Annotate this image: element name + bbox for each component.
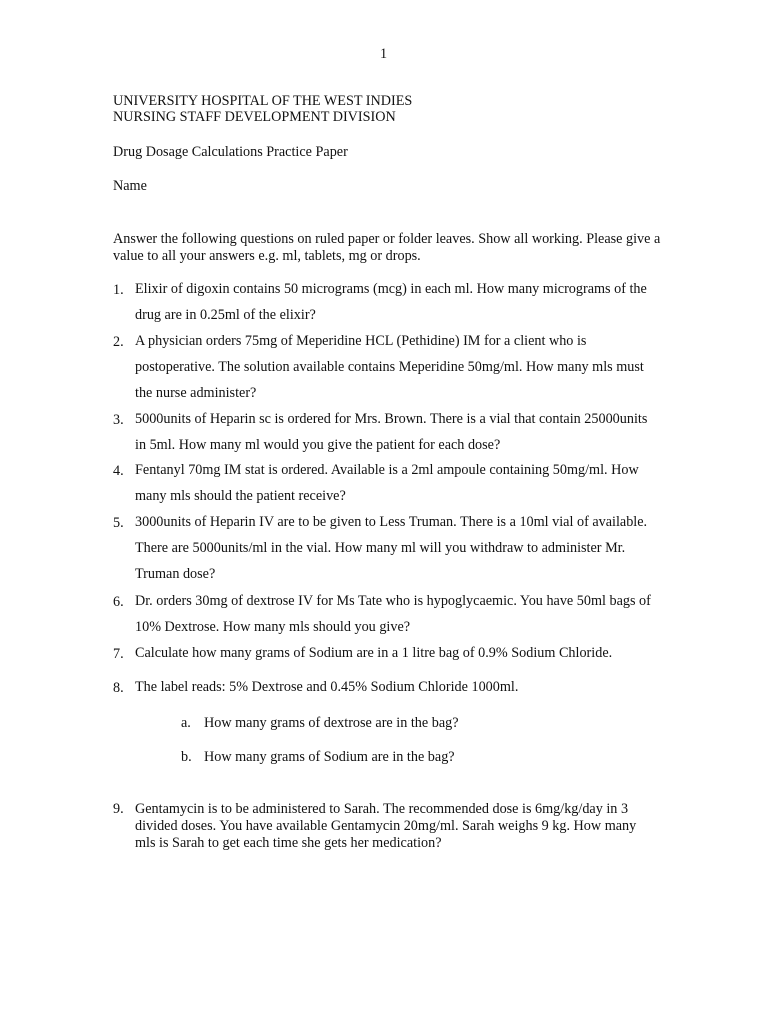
page-number: 1 xyxy=(380,46,388,62)
question-text: 3000units of Heparin IV are to be given to Less Truman. There is a 10ml vial of available. There are 5000units/ml in the vial. How many ml will you withdraw to administer Mr. Truman dose? xyxy=(135,514,648,582)
question-number: 2. xyxy=(113,334,124,350)
question-number: 1. xyxy=(113,282,124,298)
question-text: Gentamycin is to be administered to Sarah. The recommended dose is 6mg/kg/day in 3 divided doses. You have available Gentamycin 20mg/ml. Sarah weighs 9 kg. How many mls is Sarah to get each time she gets her medication? xyxy=(135,801,637,851)
subquestion-text: How many grams of dextrose are in the bag? xyxy=(204,715,459,731)
question-text: Dr. orders 30mg of dextrose IV for Ms Tate who is hypoglycaemic. You have 50ml bags of 10% Dextrose. How many mls should you give? xyxy=(135,593,651,635)
name-label: Name xyxy=(113,178,147,194)
question-number: 6. xyxy=(113,594,124,610)
question-text: A physician orders 75mg of Meperidine HCL (Pethidine) IM for a client who is postoperative. The solution available contains Meperidine 50mg/ml. How many mls must the nurse administer? xyxy=(135,333,644,401)
question-text: The label reads: 5% Dextrose and 0.45% Sodium Chloride 1000ml. xyxy=(135,679,519,695)
subquestion-text: How many grams of Sodium are in the bag? xyxy=(204,749,455,765)
question-number: 7. xyxy=(113,646,124,662)
division-name: NURSING STAFF DEVELOPMENT DIVISION xyxy=(113,109,396,125)
question-text: Fentanyl 70mg IM stat is ordered. Available is a 2ml ampoule containing 50mg/ml. How many mls should the patient receive? xyxy=(135,462,639,504)
question-number: 5. xyxy=(113,515,124,531)
subquestion-label: b. xyxy=(181,749,192,765)
subquestion-label: a. xyxy=(181,715,191,731)
institution-name: UNIVERSITY HOSPITAL OF THE WEST INDIES xyxy=(113,93,413,109)
question-text: Elixir of digoxin contains 50 micrograms (mcg) in each ml. How many micrograms of the drug are in 0.25ml of the elixir? xyxy=(135,281,647,323)
instructions-paragraph: Answer the following questions on ruled paper or folder leaves. Show all working. Please give a value to all your answers e.g. ml, tablets, mg or drops. xyxy=(113,231,661,264)
question-text: Calculate how many grams of Sodium are in a 1 litre bag of 0.9% Sodium Chloride. xyxy=(135,645,613,661)
question-number: 9. xyxy=(113,801,124,817)
question-text: 5000units of Heparin sc is ordered for Mrs. Brown. There is a vial that contain 25000units in 5ml. How many ml would you give the patient for each dose? xyxy=(135,411,648,453)
paper-title: Drug Dosage Calculations Practice Paper xyxy=(113,144,348,160)
question-number: 8. xyxy=(113,680,124,696)
question-number: 3. xyxy=(113,412,124,428)
question-number: 4. xyxy=(113,463,124,479)
